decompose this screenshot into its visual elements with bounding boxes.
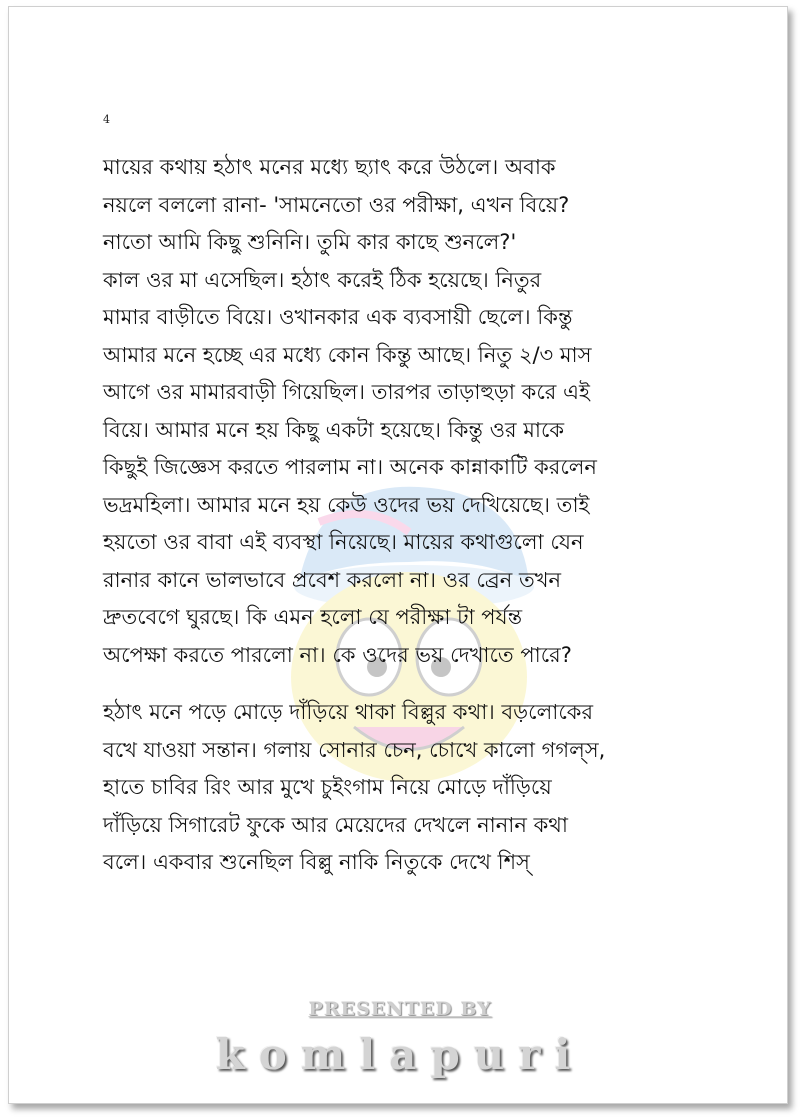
text-line: বখে যাওয়া সন্তান। গলায় সোনার চেন, চোখে কালো গগল্‌স, xyxy=(103,737,606,762)
page-number: 4 xyxy=(103,113,110,126)
text-line: আগে ওর মামারবাড়ী গিয়েছিল। তারপর তাড়াহুড়া করে এই xyxy=(103,380,590,404)
text-line: হাতে চাবির রিং আর মুখে চুইংগাম নিয়ে মোড়ে দাঁড়িয়ে xyxy=(103,775,552,799)
text-line: দ্রুতবেগে ঘুরছে। কি এমন হলো যে পরীক্ষা টা পর্যন্ত xyxy=(103,605,523,629)
text-line: আমার মনে হচ্ছে এর মধ্যে কোন কিন্তু আছে। নিতু ২/৩ মাস xyxy=(103,342,592,367)
text-line: মামার বাড়ীতে বিয়ে। ওখানকার এক ব্যবসায়ী ছেলে। কিন্তু xyxy=(103,305,573,329)
text-line: বিয়ে। আমার মনে হয় কিছু একটা হয়েছে। কিন্তু ওর মাকে xyxy=(103,417,565,442)
document-page xyxy=(8,6,788,1104)
paragraph-2 xyxy=(103,694,715,882)
text-line: কিছুই জিজ্ঞেস করতে পারলাম না। অনেক কান্নাকাটি করলেন xyxy=(103,455,597,479)
text-line: কাল ওর মা এসেছিল। হঠাৎ করেই ঠিক হয়েছে। নিতুর xyxy=(103,267,542,292)
paragraph-1 xyxy=(103,149,715,674)
text-line: মায়ের কথায় হঠাৎ মনের মধ্যে ছ্যাৎ করে উঠলে। অবাক xyxy=(103,155,556,179)
presented-by-label: PRESENTED BY xyxy=(308,998,492,1020)
text-line: হঠাৎ মনে পড়ে মোড়ে দাঁড়িয়ে থাকা বিল্লুর কথা। বড়লোকের xyxy=(103,700,594,724)
text-line: নাতো আমি কিছু শুনিনি। তুমি কার কাছে শুনলে?' xyxy=(103,230,517,254)
brand-logo-text: komlapuri xyxy=(215,1030,585,1079)
text-line: বলে। একবার শুনেছিল বিল্লু নাকি নিতুকে দেখে শিস্‌ xyxy=(103,850,530,874)
text-line: নয়লে বললো রানা- 'সামনেতো ওর পরীক্ষা, এখন বিয়ে? xyxy=(103,192,570,217)
text-line: ভদ্রমহিলা। আমার মনে হয় কেউ ওদের ভয় দেখিয়েছে। তাই xyxy=(103,492,590,517)
text-line: অপেক্ষা করতে পারলো না। কে ওদের ভয় দেখাতে পারে? xyxy=(103,642,572,667)
text-line: দাঁড়িয়ে সিগারেট ফুকে আর মেয়েদের দেখলে নানান কথা xyxy=(103,812,568,837)
text-line: রানার কানে ভালভাবে প্রবেশ করলো না। ওর ব্রেন তখন xyxy=(103,567,562,592)
body-text xyxy=(103,149,715,882)
text-line: হয়তো ওর বাবা এই ব্যবস্থা নিয়েছে। মায়ের কথাগুলো যেন xyxy=(103,530,584,554)
